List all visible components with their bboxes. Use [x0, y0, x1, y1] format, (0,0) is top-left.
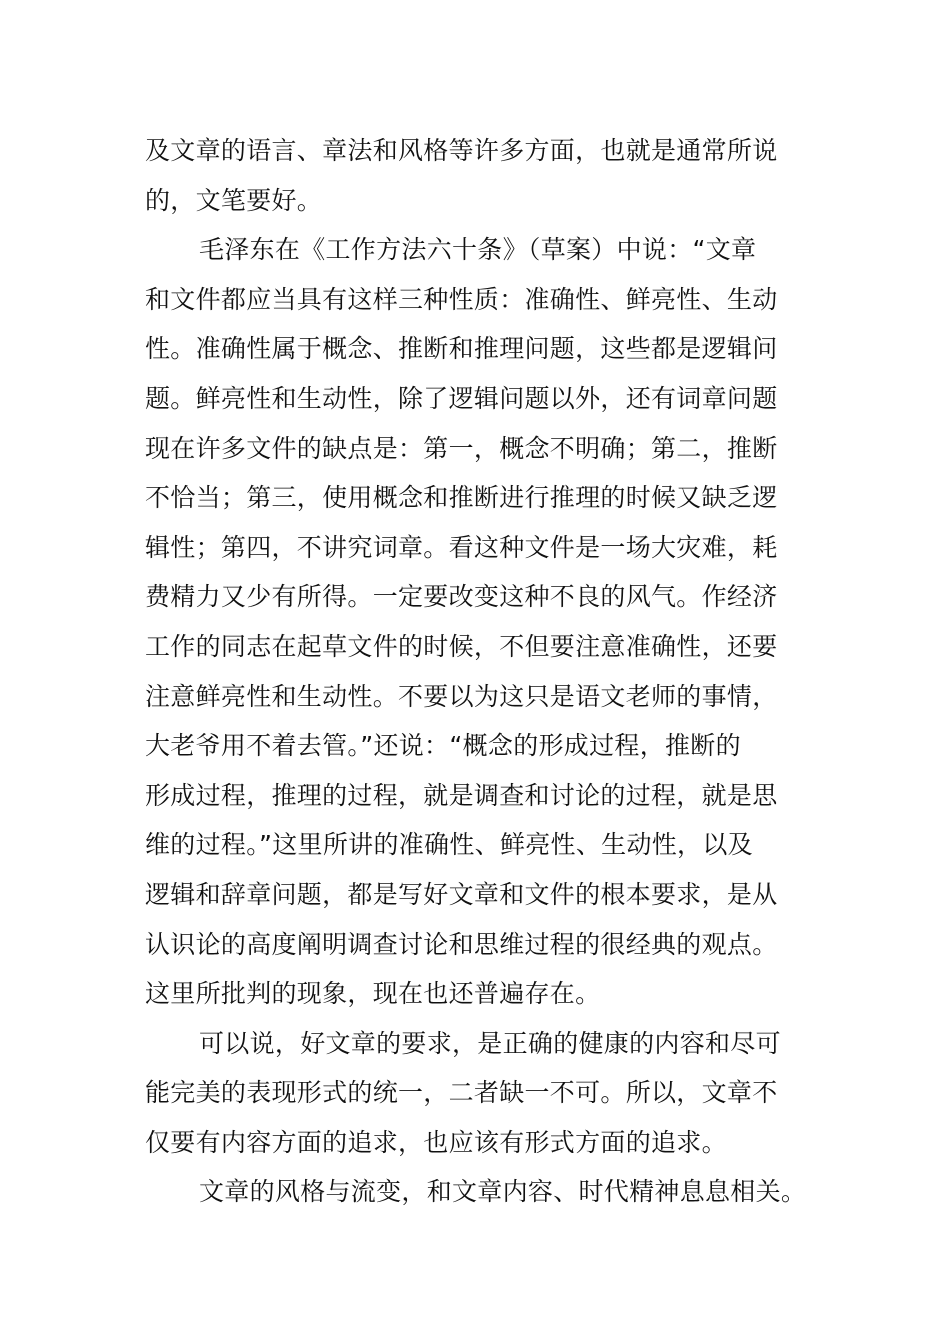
- text-line: 注意鲜亮性和生动性。不要以为这只是语文老师的事情，: [145, 681, 778, 711]
- text-line: 认识论的高度阐明调查讨论和思维过程的很经典的观点。: [145, 929, 778, 959]
- text-line: 维的过程。”这里所讲的准确性、鲜亮性、生动性，以及: [145, 830, 753, 860]
- text-line: 文章的风格与流变，和文章内容、时代精神息息相关。: [199, 1177, 807, 1207]
- text-line: 题。鲜亮性和生动性，除了逻辑问题以外，还有词章问题: [145, 383, 778, 413]
- text-line: 大老爷用不着去管。”还说：“概念的形成过程，推断的: [145, 731, 741, 761]
- text-line: 可以说，好文章的要求，是正确的健康的内容和尽可: [199, 1028, 781, 1058]
- text-line: 毛泽东在《工作方法六十条》（草案）中说：“文章: [199, 235, 757, 265]
- text-line: 这里所批判的现象，现在也还普遍存在。: [145, 979, 601, 1009]
- text-line: 现在许多文件的缺点是：第一，概念不明确；第二，推断: [145, 433, 778, 463]
- text-line: 逻辑和辞章问题，都是写好文章和文件的根本要求，是从: [145, 879, 778, 909]
- text-line: 不恰当；第三，使用概念和推断进行推理的时候又缺乏逻: [145, 483, 778, 513]
- body-text: [145, 126, 825, 1217]
- text-line: 仅要有内容方面的追求，也应该有形式方面的追求。: [145, 1127, 727, 1157]
- text-line: 和文件都应当具有这样三种性质：准确性、鲜亮性、生动: [145, 284, 778, 314]
- text-line: 能完美的表现形式的统一，二者缺一不可。所以，文章不: [145, 1078, 778, 1108]
- text-line: 的，文笔要好。: [145, 185, 323, 215]
- text-line: 辑性；第四，不讲究词章。看这种文件是一场大灾难，耗: [145, 532, 778, 562]
- text-line: 性。准确性属于概念、推断和推理问题，这些都是逻辑问: [145, 334, 778, 364]
- text-line: 工作的同志在起草文件的时候，不但要注意准确性，还要: [145, 631, 778, 661]
- text-line: 形成过程，推理的过程，就是调查和讨论的过程，就是思: [145, 780, 778, 810]
- text-line: 费精力又少有所得。一定要改变这种不良的风气。作经济: [145, 582, 778, 612]
- text-line: 及文章的语言、章法和风格等许多方面，也就是通常所说: [145, 136, 778, 165]
